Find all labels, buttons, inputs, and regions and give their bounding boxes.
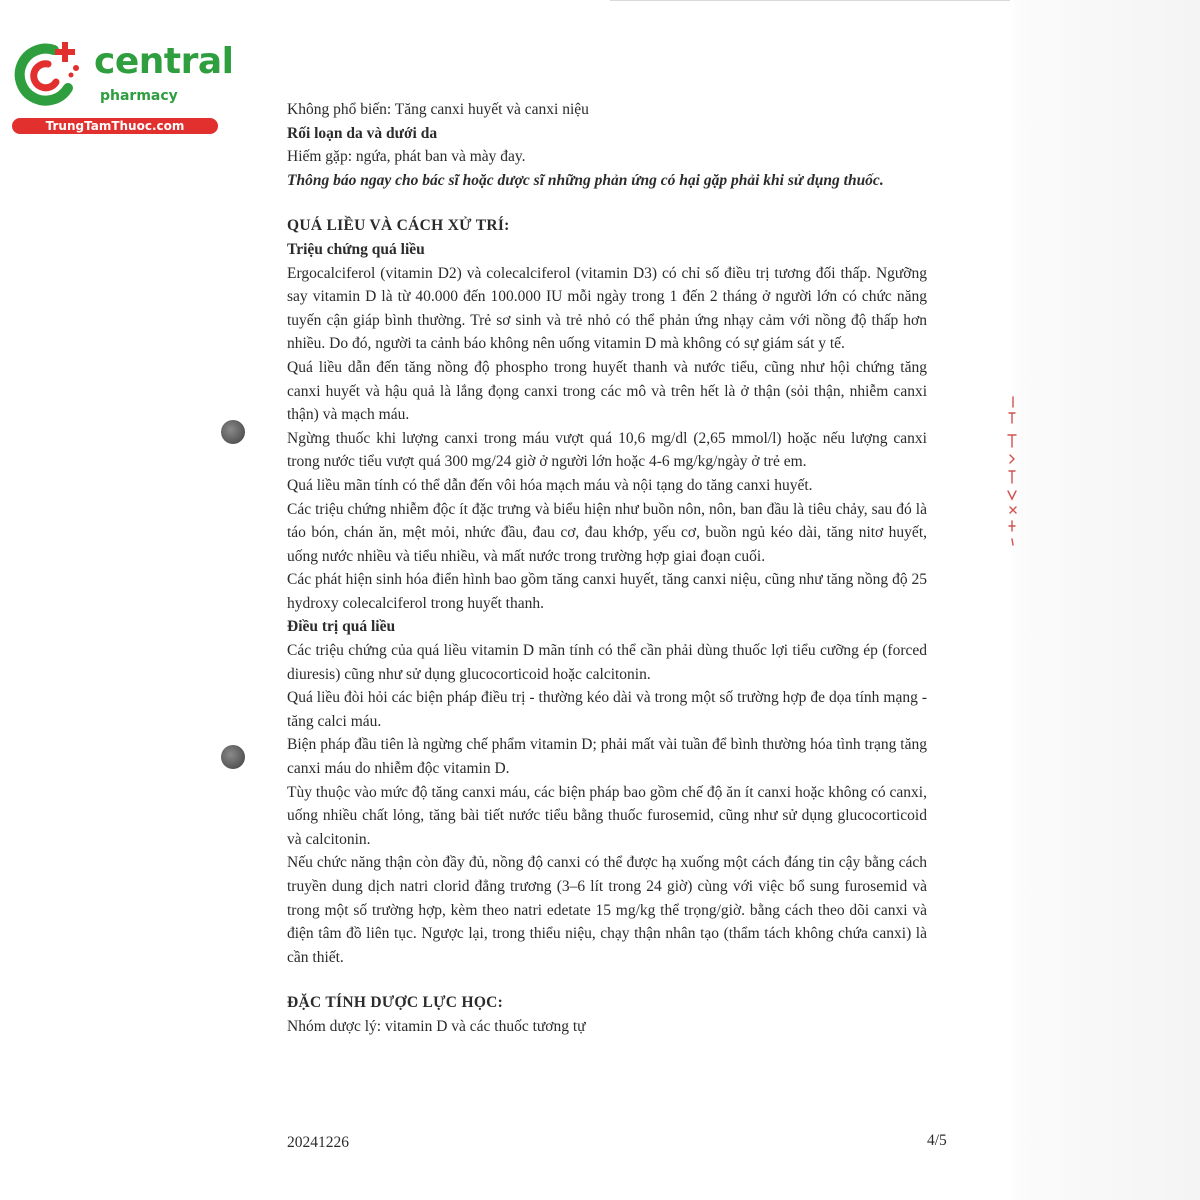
logo-subtitle: pharmacy: [100, 88, 178, 104]
handwritten-margin-mark-icon: [1003, 395, 1023, 550]
paragraph: Nếu chức năng thận còn đầy đủ, nồng độ canxi có thể được hạ xuống một cách đáng tin cậy bằng cách truyền dung dịch natri clorid đẳng trương (3–6 lít trong 24 giờ) cùng với việc bổ sung furosemid và trong một số trường hợp, kèm theo natri edetate 15 mg/kg thể trọng/giờ. bằng cách theo dõi canxi và điện tâm đồ liên tục. Ngược lại, trong thiểu niệu, chạy thận nhân tạo (thẩm tách không chứa canxi) là cần thiết.: [287, 854, 927, 966]
section-heading-pharmacodynamics: ĐẶC TÍNH DƯỢC LỰC HỌC:: [287, 994, 504, 1012]
document-body: [287, 98, 927, 1039]
logo-url-badge[interactable]: TrungTamThuoc.com: [12, 118, 218, 134]
paragraph: Tùy thuộc vào mức độ tăng canxi máu, các biện pháp bao gồm chế độ ăn ít canxi hoặc không có canxi, uống nhiều chất lỏng, tăng bài tiết nước tiểu bằng thuốc furosemid, cũng như sử dụng glucocorticoid và calcitonin.: [287, 783, 927, 848]
document-code: 20241226: [287, 1134, 349, 1151]
subheading-symptoms: Triệu chứng quá liều: [287, 240, 425, 258]
warning-note: Thông báo ngay cho bác sĩ hoặc dược sĩ những phản ứng có hại gặp phải khi sử dụng thuốc.: [287, 171, 884, 189]
paragraph: Hiếm gặp: ngứa, phát ban và mày đay.: [287, 148, 526, 166]
paragraph: Quá liều dẫn đến tăng nồng độ phospho trong huyết thanh và nước tiểu, cũng như hội chứng tăng canxi huyết và hậu quả là lắng đọng canxi trong các mô và trên hết là ở thận (sỏi thận, nhiễm canxi thận) và mạch máu.: [287, 358, 927, 424]
top-edge-line: [610, 0, 1010, 1]
punch-hole-bottom: [221, 745, 245, 769]
pharmacy-cross-logo-icon: [10, 38, 88, 108]
paragraph: Nhóm dược lý: vitamin D và các thuốc tương tự: [287, 1017, 586, 1035]
paragraph: Quá liều mãn tính có thể dẫn đến vôi hóa mạch máu và nội tạng do tăng canxi huyết.: [287, 476, 813, 494]
paragraph: Các triệu chứng nhiễm độc ít đặc trưng và biểu hiện như buồn nôn, nôn, ban đầu là tiêu chảy, sau đó là táo bón, chán ăn, mệt mỏi, nhức đầu, đau cơ, đau khớp, yếu cơ, buồn ngủ kéo dài, tăng nitơ huyết, uống nước nhiều và tiểu nhiều, và mất nước trong trường hợp giai đoạn cuối.: [287, 500, 927, 565]
central-pharmacy-logo[interactable]: [10, 38, 234, 138]
section-heading-overdose: QUÁ LIỀU VÀ CÁCH XỬ TRÍ:: [287, 217, 510, 235]
paragraph: Ergocalciferol (vitamin D2) và colecalciferol (vitamin D3) có chỉ số điều trị tương đối thấp. Ngưỡng say vitamin D là từ 40.000 đến 100.000 IU mỗi ngày trong 1 đến 2 tháng ở người lớn có chức năng tuyến cận giáp bình thường. Trẻ sơ sinh và trẻ nhỏ có thể phản ứng nhạy cảm với nồng độ thấp hơn nhiều. Do đó, người ta cảnh báo không nên uống vitamin D mà không có sự giám sát y tế.: [287, 264, 927, 353]
paragraph: Biện pháp đầu tiên là ngừng chế phẩm vitamin D; phải mất vài tuần để bình thường hóa tình trạng tăng canxi máu do nhiễm độc vitamin D.: [287, 736, 927, 778]
logo-brand-name: central: [94, 41, 234, 82]
subheading-skin: Rối loạn da và dưới da: [287, 124, 438, 142]
paragraph: Ngừng thuốc khi lượng canxi trong máu vượt quá 10,6 mg/dl (2,65 mmol/l) hoặc nếu lượng canxi trong nước tiểu vượt quá 300 mg/24 giờ ở người lớn hoặc 4-6 mg/kg/ngày ở trẻ em.: [287, 429, 927, 471]
paragraph: Quá liều đòi hỏi các biện pháp điều trị - thường kéo dài và trong một số trường hợp đe dọa tính mạng - tăng calci máu.: [287, 689, 927, 730]
punch-hole-top: [221, 420, 245, 444]
paragraph: Các triệu chứng của quá liều vitamin D mãn tính có thể cần phải dùng thuốc lợi tiểu cưỡng ép (forced diuresis) cũng như sử dụng glucocorticoid hoặc calcitonin.: [287, 642, 927, 683]
subheading-treatment: Điều trị quá liều: [287, 618, 396, 636]
paragraph: Các phát hiện sinh hóa điển hình bao gồm tăng canxi huyết, tăng canxi niệu, cũng như tăng nồng độ 25 hydroxy colecalciferol trong huyết thanh.: [287, 571, 927, 612]
page-number: 4/5: [927, 1132, 947, 1149]
paragraph: Không phổ biến: Tăng canxi huyết và canxi niệu: [287, 101, 589, 118]
